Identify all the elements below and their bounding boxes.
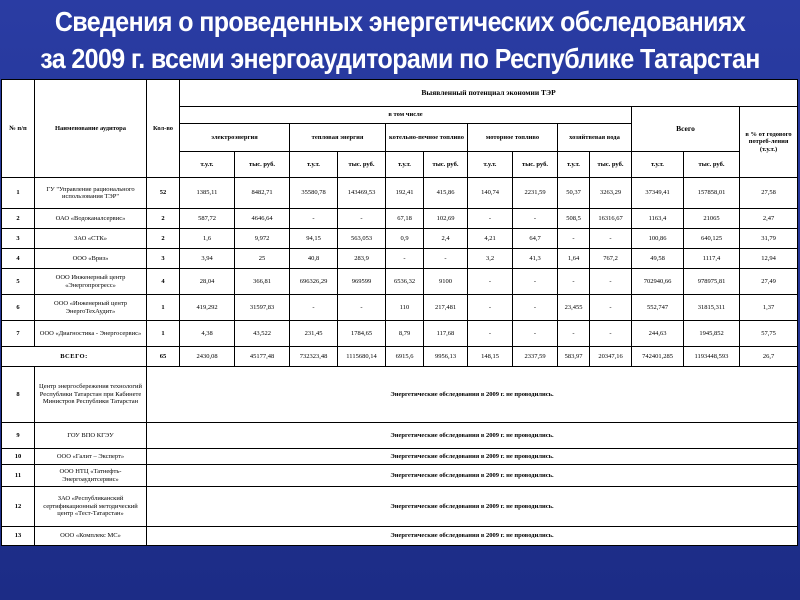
cell-value: 8,79 xyxy=(386,321,424,347)
cell-value: 1,6 xyxy=(180,229,235,249)
cell-value: - xyxy=(558,269,590,295)
header-name: Наименование аудитора xyxy=(35,80,147,178)
cell-value: 25 xyxy=(235,249,290,269)
header-including: в том числе xyxy=(180,107,632,124)
unit-rub: тыс. руб. xyxy=(684,152,740,178)
header-num: № п/п xyxy=(2,80,35,178)
header-group-electricity: электроэнергия xyxy=(180,124,290,152)
cell-value: 244,63 xyxy=(632,321,684,347)
header-group-boiler-fuel: котельно-печное топливо xyxy=(386,124,468,152)
auditor-name: ОАО «Водоканалсервис» xyxy=(35,209,147,229)
auditor-name: ЗАО «Республиканский сертификационный методический центр «Тест-Татарстан» xyxy=(35,487,147,527)
cell-value: 1163,4 xyxy=(632,209,684,229)
cell-value: 4,21 xyxy=(468,229,513,249)
cell-value: 192,41 xyxy=(386,178,424,209)
cell-value: 140,74 xyxy=(468,178,513,209)
auditor-name: ООО Инженерный центр «Энергопрогресс» xyxy=(35,269,147,295)
auditor-name: ГОУ ВПО КГЭУ xyxy=(35,423,147,449)
cell-value: 217,481 xyxy=(424,295,468,321)
table-row xyxy=(2,229,798,249)
cell-value: 4646,64 xyxy=(235,209,290,229)
auditor-name: ООО «Вриз» xyxy=(35,249,147,269)
no-audit-message: Энергетические обследования в 2009 г. не проводились. xyxy=(147,527,798,546)
total-value: 583,97 xyxy=(558,347,590,367)
unit-rub: тыс. руб. xyxy=(235,152,290,178)
total-value: 742401,285 xyxy=(632,347,684,367)
auditor-name: ООО «Галит – Эксперт» xyxy=(35,449,147,465)
cell-value: 37349,41 xyxy=(632,178,684,209)
cell-value: - xyxy=(558,321,590,347)
cell-value: - xyxy=(338,295,386,321)
cell-value: 157858,01 xyxy=(684,178,740,209)
cell-value: 969599 xyxy=(338,269,386,295)
header-group-water: хозяйтвевая вода xyxy=(558,124,632,152)
total-value: 6915,6 xyxy=(386,347,424,367)
total-value: 26,7 xyxy=(740,347,798,367)
cell-value: - xyxy=(386,249,424,269)
cell-value: - xyxy=(468,295,513,321)
unit-rub: тыс. руб. xyxy=(590,152,632,178)
cell-value: 40,8 xyxy=(290,249,338,269)
cell-value: 117,68 xyxy=(424,321,468,347)
cell-value: 100,86 xyxy=(632,229,684,249)
title-line-2: за 2009 г. всеми энергоаудиторами по Республике Татарстан xyxy=(40,43,760,75)
cell-value: - xyxy=(513,321,558,347)
cell-value: 102,69 xyxy=(424,209,468,229)
unit-rub: тыс. руб. xyxy=(338,152,386,178)
total-value: 732323,48 xyxy=(290,347,338,367)
cell-value: 366,81 xyxy=(235,269,290,295)
auditor-name: ООО «Диагностика - Энергосервис» xyxy=(35,321,147,347)
header-potential: Выявленный потенциал экономии ТЭР xyxy=(180,80,798,107)
total-value: 20347,16 xyxy=(590,347,632,367)
total-value: 1115680,14 xyxy=(338,347,386,367)
cell-value: 767,2 xyxy=(590,249,632,269)
cell-value: - xyxy=(468,321,513,347)
unit-tut: т.у.т. xyxy=(468,152,513,178)
table-row xyxy=(2,178,798,209)
cell-value: 64,7 xyxy=(513,229,558,249)
total-row xyxy=(2,347,798,367)
table-row xyxy=(2,321,798,347)
audit-count: 3 xyxy=(147,249,180,269)
cell-value: 12,94 xyxy=(740,249,798,269)
total-value: 9956,13 xyxy=(424,347,468,367)
table-row xyxy=(2,209,798,229)
cell-value: 31815,311 xyxy=(684,295,740,321)
cell-value: 31,79 xyxy=(740,229,798,249)
unit-tut: т.у.т. xyxy=(290,152,338,178)
table-row xyxy=(2,487,798,527)
energy-audit-table xyxy=(1,79,798,546)
cell-value: 50,37 xyxy=(558,178,590,209)
unit-tut: т.у.т. xyxy=(180,152,235,178)
row-number: 11 xyxy=(2,465,35,487)
cell-value: 31597,83 xyxy=(235,295,290,321)
cell-value: - xyxy=(590,321,632,347)
no-audit-message: Энергетические обследования в 2009 г. не проводились. xyxy=(147,487,798,527)
total-count: 65 xyxy=(147,347,180,367)
cell-value: 9,972 xyxy=(235,229,290,249)
cell-value: 508,5 xyxy=(558,209,590,229)
cell-value: - xyxy=(590,229,632,249)
cell-value: 702940,66 xyxy=(632,269,684,295)
cell-value: 41,3 xyxy=(513,249,558,269)
unit-rub: тыс. руб. xyxy=(513,152,558,178)
unit-rub: тыс. руб. xyxy=(424,152,468,178)
table-row xyxy=(2,295,798,321)
header-row-1 xyxy=(2,80,798,107)
header-count: Кол-во xyxy=(147,80,180,178)
cell-value: 563,053 xyxy=(338,229,386,249)
row-number: 6 xyxy=(2,295,35,321)
cell-value: 978975,81 xyxy=(684,269,740,295)
cell-value: 0,9 xyxy=(386,229,424,249)
table-row xyxy=(2,367,798,423)
cell-value: 21065 xyxy=(684,209,740,229)
cell-value: 2,47 xyxy=(740,209,798,229)
cell-value: 67,18 xyxy=(386,209,424,229)
cell-value: 23,455 xyxy=(558,295,590,321)
cell-value: 8482,71 xyxy=(235,178,290,209)
audit-count: 1 xyxy=(147,321,180,347)
row-number: 8 xyxy=(2,367,35,423)
cell-value: 9100 xyxy=(424,269,468,295)
row-number: 2 xyxy=(2,209,35,229)
cell-value: 231,45 xyxy=(290,321,338,347)
auditor-name: ООО «Комплекс МС» xyxy=(35,527,147,546)
cell-value: - xyxy=(590,269,632,295)
no-audit-message: Энергетические обследования в 2009 г. не проводились. xyxy=(147,367,798,423)
cell-value: 28,04 xyxy=(180,269,235,295)
cell-value: - xyxy=(290,295,338,321)
header-percent: в % от годового потреб-ления (т.у.т.) xyxy=(740,107,798,178)
cell-value: 587,72 xyxy=(180,209,235,229)
row-number: 1 xyxy=(2,178,35,209)
cell-value: - xyxy=(590,295,632,321)
cell-value: 696326,29 xyxy=(290,269,338,295)
no-audit-message: Энергетические обследования в 2009 г. не проводились. xyxy=(147,449,798,465)
cell-value: - xyxy=(468,209,513,229)
table-row xyxy=(2,249,798,269)
cell-value: 35580,78 xyxy=(290,178,338,209)
total-value: 2430,08 xyxy=(180,347,235,367)
unit-tut: т.у.т. xyxy=(558,152,590,178)
row-number: 12 xyxy=(2,487,35,527)
cell-value: - xyxy=(513,295,558,321)
row-number: 4 xyxy=(2,249,35,269)
cell-value: 27,49 xyxy=(740,269,798,295)
title-line-1: Сведения о проведенных энергетических обследованиях xyxy=(54,6,746,38)
audit-count: 2 xyxy=(147,209,180,229)
auditor-name: ООО НТЦ «Татнефть-Энергоаудитсервис» xyxy=(35,465,147,487)
total-label: ВСЕГО: xyxy=(2,347,147,367)
slide-title xyxy=(0,4,800,87)
cell-value: 415,86 xyxy=(424,178,468,209)
cell-value: 1385,11 xyxy=(180,178,235,209)
cell-value: 143469,53 xyxy=(338,178,386,209)
audit-count: 4 xyxy=(147,269,180,295)
auditor-name: ГУ "Управление рационального использования ТЭР" xyxy=(35,178,147,209)
cell-value: 419,292 xyxy=(180,295,235,321)
cell-value: 1784,65 xyxy=(338,321,386,347)
cell-value: - xyxy=(558,229,590,249)
cell-value: 16316,67 xyxy=(590,209,632,229)
header-group-heat: тепловая энергия xyxy=(290,124,386,152)
cell-value: 43,522 xyxy=(235,321,290,347)
cell-value: 94,15 xyxy=(290,229,338,249)
row-number: 5 xyxy=(2,269,35,295)
cell-value: - xyxy=(424,249,468,269)
cell-value: - xyxy=(290,209,338,229)
cell-value: 1117,4 xyxy=(684,249,740,269)
cell-value: 1,37 xyxy=(740,295,798,321)
cell-value: - xyxy=(338,209,386,229)
no-audit-message: Энергетические обследования в 2009 г. не проводились. xyxy=(147,423,798,449)
cell-value: 2,4 xyxy=(424,229,468,249)
cell-value: 3263,29 xyxy=(590,178,632,209)
total-value: 1193448,593 xyxy=(684,347,740,367)
row-number: 9 xyxy=(2,423,35,449)
header-total: Всего xyxy=(632,107,740,152)
cell-value: 1,64 xyxy=(558,249,590,269)
cell-value: - xyxy=(513,269,558,295)
header-group-motor-fuel: моторное топливо xyxy=(468,124,558,152)
audit-count: 52 xyxy=(147,178,180,209)
cell-value: - xyxy=(468,269,513,295)
unit-tut: т.у.т. xyxy=(386,152,424,178)
row-number: 3 xyxy=(2,229,35,249)
table-row xyxy=(2,527,798,546)
total-value: 2337,59 xyxy=(513,347,558,367)
row-number: 13 xyxy=(2,527,35,546)
cell-value: 3,2 xyxy=(468,249,513,269)
cell-value: 2231,59 xyxy=(513,178,558,209)
row-number: 7 xyxy=(2,321,35,347)
cell-value: - xyxy=(513,209,558,229)
auditor-name: ЗАО «СТК» xyxy=(35,229,147,249)
cell-value: 283,9 xyxy=(338,249,386,269)
total-value: 148,15 xyxy=(468,347,513,367)
cell-value: 552,747 xyxy=(632,295,684,321)
cell-value: 57,75 xyxy=(740,321,798,347)
auditor-name: Центр энергосбережения технологий Республики Татарстан при Кабинете Министров Республики Татарстан xyxy=(35,367,147,423)
unit-tut: т.у.т. xyxy=(632,152,684,178)
cell-value: 27,58 xyxy=(740,178,798,209)
total-value: 45177,48 xyxy=(235,347,290,367)
no-audit-message: Энергетические обследования в 2009 г. не проводились. xyxy=(147,465,798,487)
table-row xyxy=(2,449,798,465)
cell-value: 3,94 xyxy=(180,249,235,269)
table-row xyxy=(2,423,798,449)
audit-count: 2 xyxy=(147,229,180,249)
cell-value: 6536,32 xyxy=(386,269,424,295)
cell-value: 110 xyxy=(386,295,424,321)
cell-value: 1945,852 xyxy=(684,321,740,347)
cell-value: 4,38 xyxy=(180,321,235,347)
cell-value: 640,125 xyxy=(684,229,740,249)
table-row xyxy=(2,269,798,295)
cell-value: 49,58 xyxy=(632,249,684,269)
table-row xyxy=(2,465,798,487)
audit-count: 1 xyxy=(147,295,180,321)
row-number: 10 xyxy=(2,449,35,465)
auditor-name: ООО «Инженерный центр ЭнергоТехАудит» xyxy=(35,295,147,321)
